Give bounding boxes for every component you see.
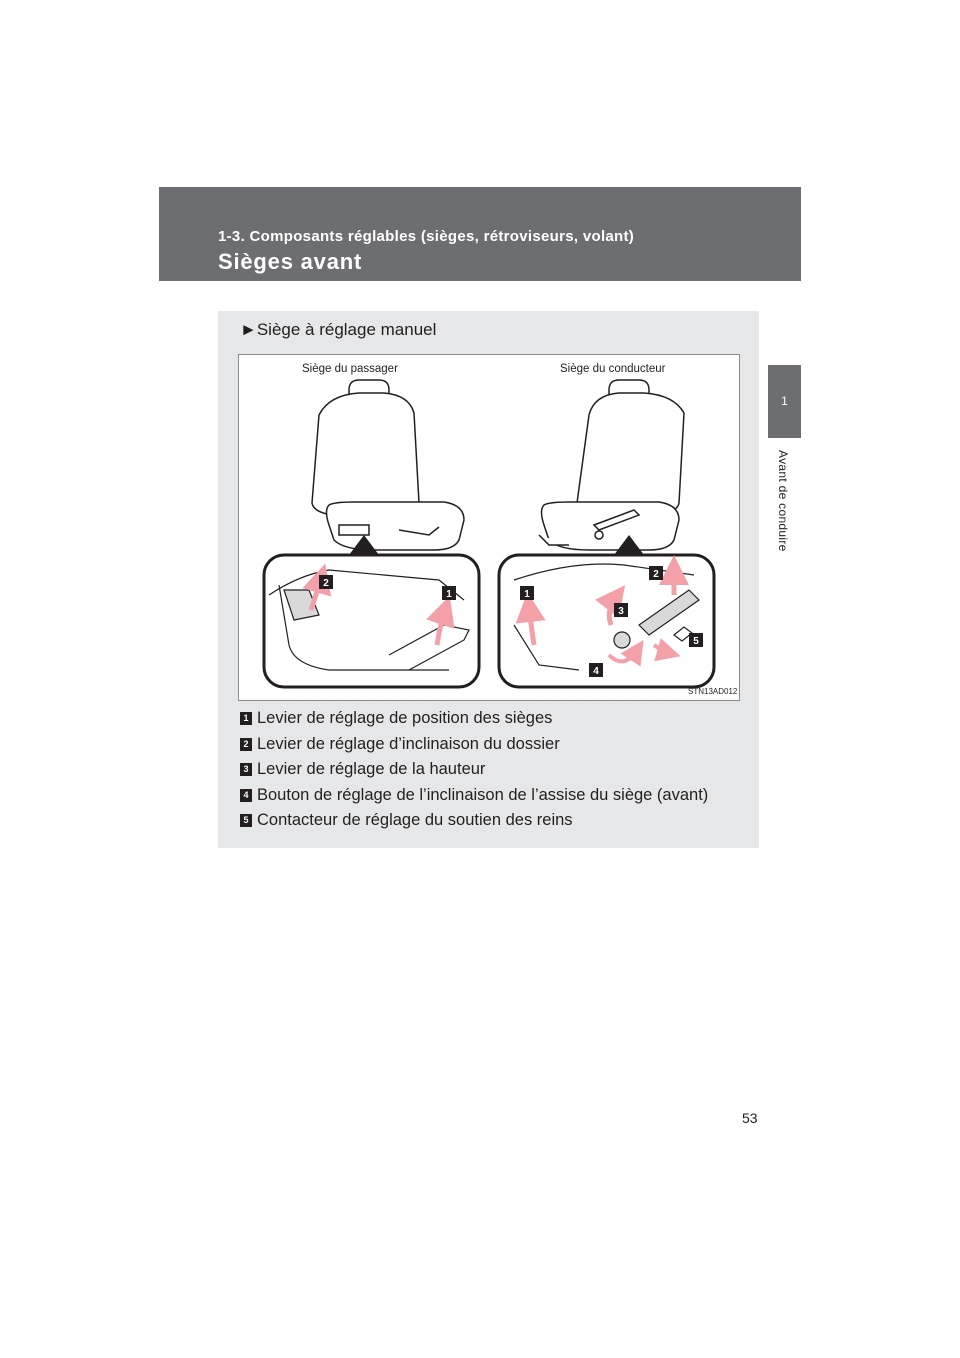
passenger-seat-drawing	[312, 380, 464, 550]
marker-4-driver-label: 4	[593, 666, 599, 677]
number-badge: 2	[240, 738, 252, 751]
chapter-tab: 1	[768, 365, 801, 438]
legend-list	[240, 706, 708, 834]
legend-text: Bouton de réglage de l’inclinaison de l’assise du siège (avant)	[257, 785, 709, 804]
number-badge: 1	[240, 712, 252, 725]
legend-text: Levier de réglage de position des sièges	[257, 709, 553, 728]
number-badge: 3	[240, 763, 252, 776]
passenger-detail-frame	[264, 555, 479, 687]
seat-illustration	[238, 354, 740, 701]
page-number: 53	[742, 1110, 758, 1126]
passenger-seat-label: Siège du passager	[302, 363, 398, 375]
marker-1-passenger-label: 1	[446, 589, 452, 600]
marker-1-driver-label: 1	[524, 589, 530, 600]
legend-item	[240, 732, 708, 758]
legend-item	[240, 757, 708, 783]
subheading: ►Siège à réglage manuel	[240, 320, 437, 339]
page-title: Sièges avant	[218, 249, 363, 274]
number-badge: 5	[240, 814, 252, 827]
legend-item	[240, 808, 708, 834]
legend-item	[240, 783, 708, 809]
number-badge: 4	[240, 789, 252, 802]
legend-text: Levier de réglage d’inclinaison du dossier	[257, 734, 560, 753]
seat-diagram	[239, 355, 739, 700]
driver-seat-drawing	[539, 380, 684, 550]
legend-item	[240, 706, 708, 732]
marker-2-driver-label: 2	[653, 569, 659, 580]
legend-text: Levier de réglage de la hauteur	[257, 760, 486, 779]
section-title: 1-3. Composants réglables (sièges, rétroviseurs, volant)	[218, 228, 635, 245]
driver-seat-label: Siège du conducteur	[560, 363, 666, 375]
legend-text: Contacteur de réglage du soutien des reins	[257, 811, 573, 830]
chapter-tab-label: Avant de conduire	[776, 450, 790, 552]
marker-2-passenger-label: 2	[323, 578, 329, 589]
chapter-header	[159, 187, 801, 281]
marker-3-driver-label: 3	[618, 606, 624, 617]
marker-5-driver-label: 5	[693, 636, 699, 647]
figure-code: STN13AD012	[688, 687, 738, 696]
